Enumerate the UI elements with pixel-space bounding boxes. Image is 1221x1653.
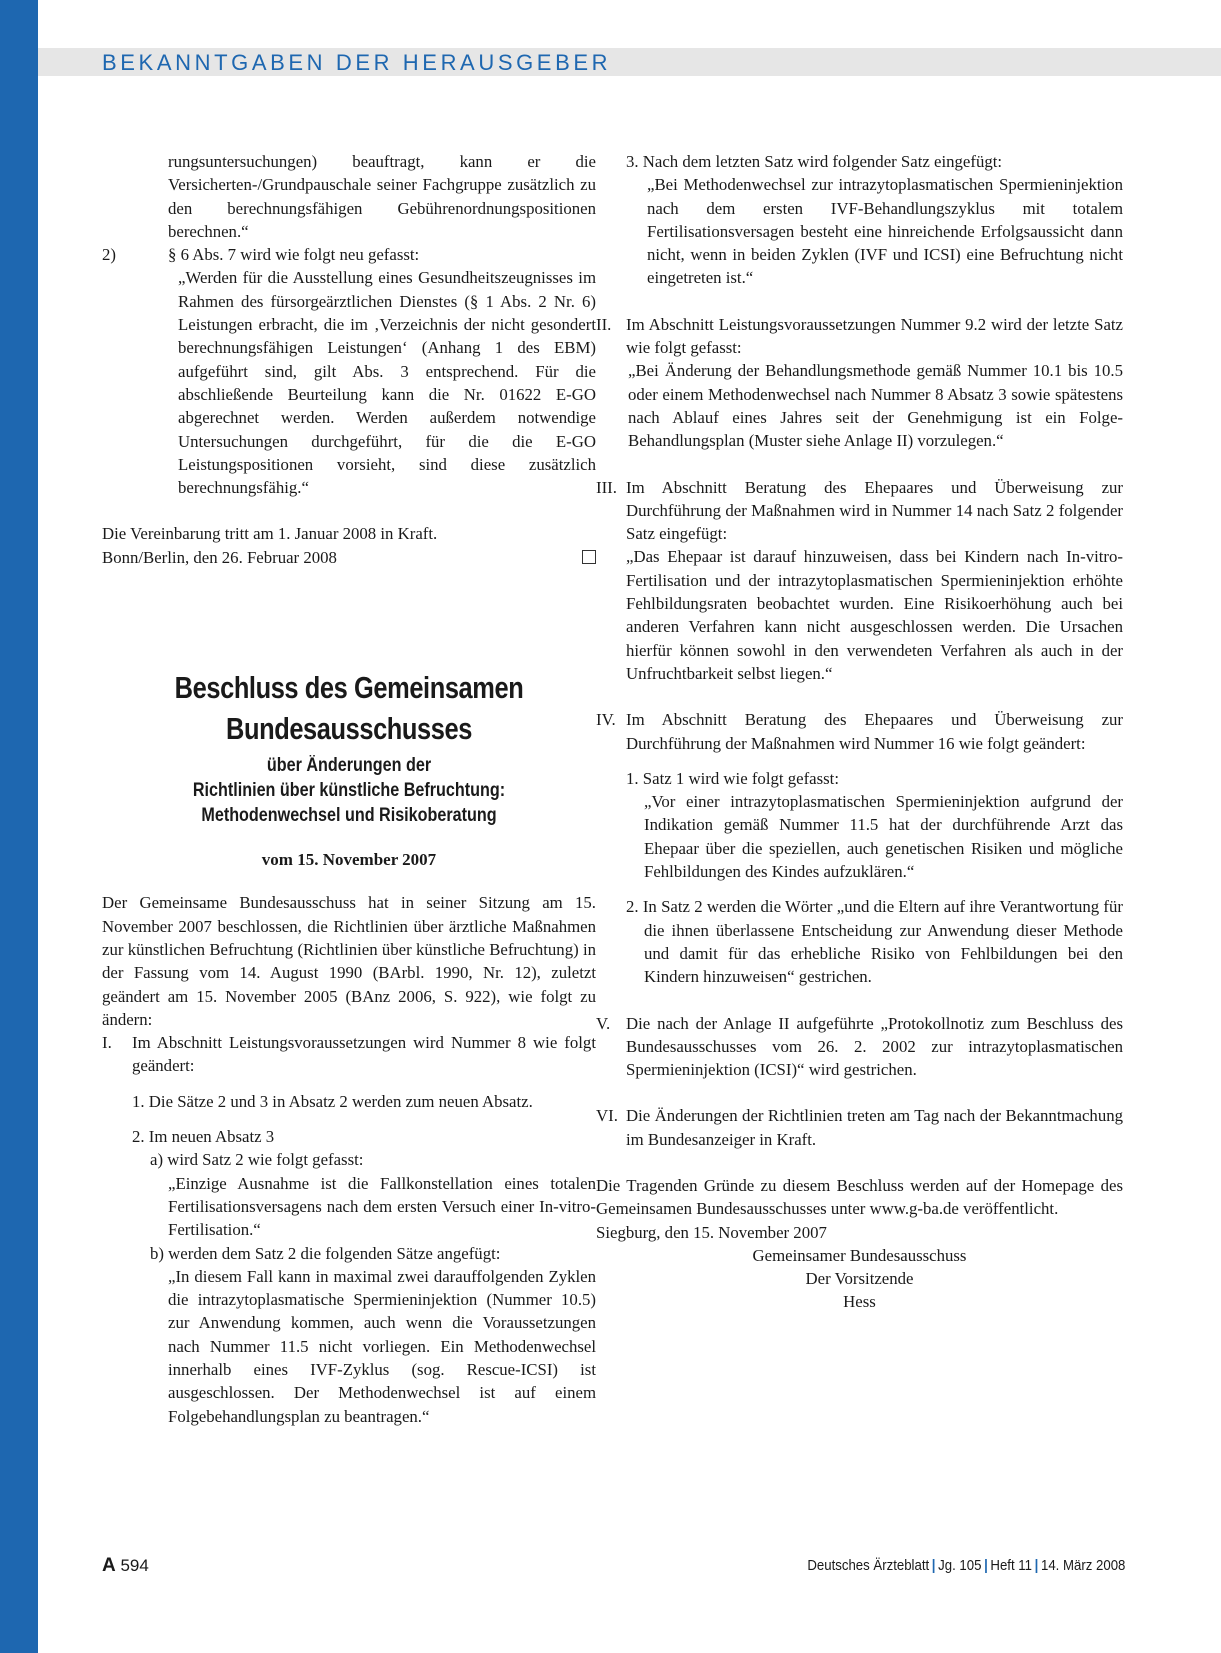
section-title: BEKANNTGABEN DER HERAUSGEBER	[102, 50, 612, 75]
place-date-row	[102, 546, 596, 569]
separator: |	[1034, 1557, 1038, 1574]
section-IV-text: Im Abschnitt Beratung des Ehepaares und Überweisung zur Durchführung der Maßnahmen wird Nummer 16 wie folgt geändert:	[626, 710, 1123, 753]
reasons-text: Die Tragenden Gründe zu diesem Beschluss werden auf der Homepage des Gemeinsamen Bundesausschusses unter www.g-ba.de veröffentlicht.	[596, 1175, 1123, 1219]
end-mark-box-icon	[582, 550, 596, 564]
section-I-item1: 1. Die Sätze 2 und 3 in Absatz 2 werden zum neuen Absatz.	[132, 1091, 533, 1111]
sidebar-accent-bar	[0, 0, 38, 1653]
effective-date-text: Die Vereinbarung tritt am 1. Januar 2008 in Kraft.	[102, 524, 438, 544]
page-number	[102, 1555, 149, 1577]
signature-name: Hess	[843, 1292, 876, 1312]
section-II-text: Im Abschnitt Leistungsvoraussetzungen Nummer 9.2 wird der letzte Satz wie folgt gefasst:	[626, 314, 1123, 358]
section-II-number: II.	[596, 314, 612, 334]
section-I-item2: 2. Im neuen Absatz 3	[132, 1127, 275, 1147]
section-I-item3-quote: „Bei Methodenwechsel zur intrazytoplasmatischen Spermieninjektion nach dem ersten IVF-Behandlungszyklus mit totalem Fertilisationsversagen besteht eine hinreichende Erfolgsaussicht dann nicht, wenn in beiden Zyklen (IVF und ICSI) eine Befruchtung nicht eingetreten ist.“	[647, 175, 1123, 288]
section-III-number: III.	[596, 477, 617, 497]
resolution-title-line2: Bundesausschusses	[226, 711, 472, 747]
resolution-subtitle-line2: Richtlinien über künstliche Befruchtung:	[192, 780, 506, 802]
section-I-item3	[626, 150, 1123, 290]
section-V-number: V.	[596, 1013, 611, 1033]
section-III-quote: „Das Ehepaar ist darauf hinzuweisen, dass bei Kindern nach In-vitro-Fertilisation und der intrazytoplasmatischen Spermieninjektion erhöhte Fehlbildungsraten beobachtet wurden. Eine Risikoerhöhung auch bei anderen Verfahren kann nicht ausgeschlossen werden. Die Ursachen hierfür können sowohl in den verwendeten Verfahren als auch in der Unfruchtbarkeit selbst liegen.“	[626, 547, 1123, 683]
section-I-item3-text: 3. Nach dem letzten Satz wird folgender Satz eingefügt:	[626, 152, 1003, 171]
section-I-item2-b-quote: „In diesem Fall kann in maximal zwei darauffolgenden Zyklen die intrazytoplasmatische Spermieninjektion (Nummer 10.5) zur Anwendung kommen, auch wenn die Voraussetzungen nach Nummer 11.5 nicht vorliegen. Ein Methodenwechsel innerhalb eines IVF-Zyklus (sog. Rescue-ICSI) ist ausgeschlossen. Der Methodenwechsel ist auf einem Folgebehandlungsplan zu beantragen.“	[168, 1266, 596, 1426]
section-VI-text: Die Änderungen der Richtlinien treten am Tag nach der Bekanntmachung im Bundesanzeiger in Kraft.	[626, 1106, 1123, 1149]
section-I-item2-a-quote: „Einzige Ausnahme ist die Fallkonstellation eines totalen Fertilisationsversagens nach dem ersten Versuch einer In-vitro-Fertilisation.“	[168, 1173, 596, 1240]
signature-role: Der Vorsitzende	[805, 1269, 914, 1289]
section-I-item2-a: a) wird Satz 2 wie folgt gefasst:	[150, 1150, 364, 1170]
section-I-number: I.	[102, 1033, 112, 1053]
section-VI-number: VI.	[596, 1106, 618, 1126]
resolution-subtitle-line3: Methodenwechsel und Risikoberatung	[201, 805, 497, 827]
journal-citation	[807, 1557, 1125, 1574]
left-column	[102, 150, 596, 1428]
section-IV-item1: 1. Satz 1 wird wie folgt gefasst:	[626, 768, 839, 788]
item-2-number: 2)	[102, 245, 116, 265]
section-I-text: Im Abschnitt Leistungsvoraussetzungen wird Nummer 8 wie folgt geändert:	[132, 1033, 596, 1076]
place-date: Bonn/Berlin, den 26. Februar 2008	[102, 547, 337, 567]
section-III-text: Im Abschnitt Beratung des Ehepaares und Überweisung zur Durchführung der Maßnahmen wird in Nummer 14 nach Satz 2 folgender Satz eingefügt:	[626, 477, 1123, 544]
page-number-value: 594	[120, 1556, 149, 1575]
resolution-date: vom 15. November 2007	[261, 850, 437, 870]
separator: |	[931, 1557, 936, 1574]
item-2-heading: § 6 Abs. 7 wird wie folgt neu gefasst:	[168, 245, 420, 265]
section-IV	[596, 708, 1123, 988]
section-V-text: Die nach der Anlage II aufgeführte „Protokollnotiz zum Beschluss des Bundesausschusses vom 26. 2. 2002 zur intrazytoplasmatischen Spermieninjektion (ICSI)“ wird gestrichen.	[626, 1013, 1123, 1080]
section-VI	[596, 1104, 1123, 1151]
section-III	[596, 476, 1123, 686]
section-V	[596, 1012, 1123, 1082]
resolution-subtitle-line1: über Änderungen der	[266, 755, 432, 777]
section-IV-item2: 2. In Satz 2 werden die Wörter „und die Eltern auf ihre Verantwortung für die ihnen überlassene Entscheidung zur Anwendung dieser Methode und damit für das erhebliche Risiko von Fehlbildungen bei den Kindern hinzuweisen“ gestrichen.	[626, 897, 1123, 987]
resolution-title-line1: Beschluss des Gemeinsamen	[174, 670, 524, 706]
signature-place-date: Siegburg, den 15. November 2007	[596, 1222, 827, 1242]
journal-name: Deutsches Ärzteblatt	[806, 1557, 929, 1574]
journal-volume: Jg. 105	[937, 1557, 982, 1574]
journal-date: 14. März 2008	[1040, 1557, 1125, 1574]
section-IV-item1-quote: „Vor einer intrazytoplasmatischen Spermieninjektion aufgrund der Indikation gemäß Nummer 11.5 hat der durchführende Arzt das Ehepaar über die speziellen, auch genetischen Risiken und mögliche Fehlbildungen des Kindes aufzuklären.“	[644, 792, 1123, 882]
section-I	[102, 1031, 596, 1428]
journal-issue: Heft 11	[990, 1557, 1032, 1574]
right-column	[596, 150, 1123, 1314]
item-2-text: „Werden für die Ausstellung eines Gesundheitszeugnisses im Rahmen des fürsorgeärztlichen Dienstes (§ 1 Abs. 2 Nr. 6) Leistungen erbracht, die im ‚Verzeichnis der nicht gesondert berechnungsfähigen Leistungen‘ (Anhang 1 des EBM) aufgeführt sind, gilt Abs. 3 entsprechend. Für die abschließende Beurteilung kann die Nr. 01622 E-GO abgerechnet werden. Werden außerdem notwendige Untersuchungen durchgeführt, für die die E-GO Leistungspositionen vorsieht, sind diese zusätzlich berechnungsfähig.“	[178, 268, 596, 498]
signature-organization: Gemeinsamer Bundesausschuss	[752, 1245, 967, 1265]
section-II	[596, 313, 1123, 453]
section-IV-number: IV.	[596, 710, 616, 730]
item-2	[102, 243, 596, 499]
section-I-item2-b: b) werden dem Satz 2 die folgenden Sätze angefügt:	[150, 1243, 501, 1263]
intro-continuation: rungsuntersuchungen) beauftragt, kann er die Versicherten-/Grundpauschale seiner Fachgruppe zusätzlich zu den berechnungsfähigen Gebührenordnungspositionen berechnen.“	[168, 152, 596, 241]
page-prefix: A	[102, 1555, 116, 1576]
separator: |	[983, 1557, 988, 1574]
resolution-intro: Der Gemeinsame Bundesausschuss hat in seiner Sitzung am 15. November 2007 beschlossen, die Richtlinien über ärztliche Maßnahmen zur künstlichen Befruchtung (Richtlinien über künstliche Befruchtung) in der Fassung vom 14. August 1990 (BArbl. 1990, Nr. 12), zuletzt geändert am 15. November 2005 (BAnz 2006, S. 922), wie folgt zu ändern:	[102, 893, 596, 1029]
section-II-quote: „Bei Änderung der Behandlungsmethode gemäß Nummer 10.1 bis 10.5 oder einem Methodenwechsel nach Nummer 8 Absatz 3 sowie spätestens nach Ablauf eines Jahres seit der Genehmigung ist ein Folge-Behandlungsplan (Muster siehe Anlage II) vorzulegen.“	[628, 361, 1123, 451]
